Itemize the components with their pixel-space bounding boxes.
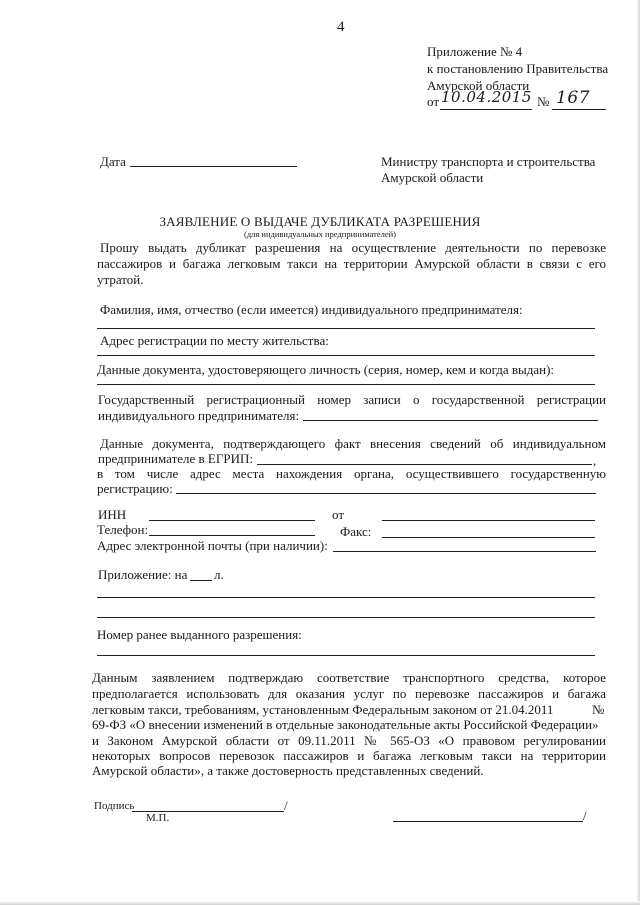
id-document-label: Данные документа, удостоверяющего личность (серия, номер, кем и когда выдан): [97,362,555,377]
intro-line-2: пассажиров и багажа легковым такси на территории Амурской области в связи с его [97,256,606,271]
confirmation-line-2: предполагается использовать для оказания услуг по перевозке пассажиров и багажа [92,686,606,701]
ogrn-label-line-1: Государственный регистрационный номер записи о государственной регистрации [98,392,606,407]
fio-label: Фамилия, имя, отчество (если имеется) индивидуального предпринимателя: [100,302,523,317]
confirmation-line-6: некоторых вопросов перевозок пассажиров и багажа легковым такси на территории [92,748,606,763]
scan-edge-bottom [0,901,640,905]
phone-field-line[interactable] [149,535,315,536]
stamp-placeholder-label: М.П. [146,812,170,824]
attachment-pages-field-line[interactable] [190,580,212,581]
appendix-number-line [552,109,606,110]
attachment-suffix: л. [214,567,224,582]
address-label: Адрес регистрации по месту жительства: [100,333,329,348]
recipient-line-1: Министру транспорта и строительства [381,154,596,169]
authority-label-line-2: регистрацию: [97,481,173,496]
intro-line-1: Прошу выдать дубликат разрешения на осуществление деятельности по перевозке [100,240,606,255]
id-document-field-line[interactable] [97,384,595,385]
appendix-number-handwritten: 167 [556,88,590,108]
document-subtitle: (для индивидуальных предпринимателей) [243,229,396,239]
date-label: Дата [100,154,126,169]
signature-label: Подпись [94,800,135,812]
confirmation-line-7: Амурской области», а также достоверность представленных сведений. [92,763,484,778]
egrip-comma: , [593,453,597,468]
appendix-line-3: Амурской области [427,78,530,93]
date-field-line[interactable] [130,166,297,167]
email-label: Адрес электронной почты (при наличии): [97,538,328,553]
previous-permit-field-line[interactable] [97,655,595,656]
attachment-label: Приложение: на [98,567,188,582]
inn-date-field-line[interactable] [382,520,595,521]
inn-date-label: от [332,507,345,522]
appendix-date-handwritten: 10.04.2015 [441,88,532,106]
scan-edge-right [636,0,640,905]
ogrn-field-line[interactable] [303,420,598,421]
ogrn-label-line-2: индивидуального предпринимателя: [98,408,300,423]
phone-label: Телефон: [97,522,149,537]
appendix-line-2: к постановлению Правительства [427,61,609,76]
attachment-field-line-1[interactable] [97,597,595,598]
appendix-number-prefix: № [537,94,550,109]
recipient-line-2: Амурской области [381,170,484,185]
confirmation-line-4: 69-ФЗ «О внесении изменений в отдельные законодательные акты Российской Федерации» [92,717,599,732]
authority-field-line[interactable] [176,493,596,494]
previous-permit-label: Номер ранее выданного разрешения: [97,627,302,642]
address-field-line[interactable] [97,355,595,356]
inn-label: ИНН [98,507,127,522]
fax-label: Факс: [340,524,372,539]
fax-field-line[interactable] [382,537,595,538]
egrip-label-line-1: Данные документа, подтверждающего факт внесения сведений об индивидуальном [100,436,606,451]
signature-slash-right: / [583,808,587,823]
fio-field-line[interactable] [97,328,595,329]
email-field-line[interactable] [333,551,596,552]
document-title: ЗАЯВЛЕНИЕ О ВЫДАЧЕ ДУБЛИКАТА РАЗРЕШЕНИЯ [159,214,481,229]
signature-name-field-line[interactable] [393,821,583,822]
confirmation-line-1: Данным заявлением подтверждаю соответствие транспортного средства, которое [92,670,606,685]
egrip-label-line-2: предпринимателе в ЕГРИП: [98,451,253,466]
egrip-field-line[interactable] [257,464,592,465]
attachment-field-line-2[interactable] [97,617,595,618]
confirmation-line-3: легковым такси, требованиям, установленным Федеральным законом от 21.04.2011 [92,702,554,717]
appendix-date-prefix: от [427,94,440,109]
confirmation-line-3-number-sign: № [592,702,605,717]
confirmation-line-5: и Законом Амурской области от 09.11.2011 № 565-ОЗ «О правовом регулировании [92,733,606,748]
signature-slash-left: / [284,798,288,813]
appendix-line-1: Приложение № 4 [427,44,523,59]
authority-label-line-1: в том числе адрес места нахождения органа, осуществившего государственную [97,466,606,481]
page-number: 4 [337,19,345,35]
intro-line-3: утратой. [97,272,144,287]
appendix-date-line [440,109,532,110]
inn-field-line[interactable] [149,520,315,521]
